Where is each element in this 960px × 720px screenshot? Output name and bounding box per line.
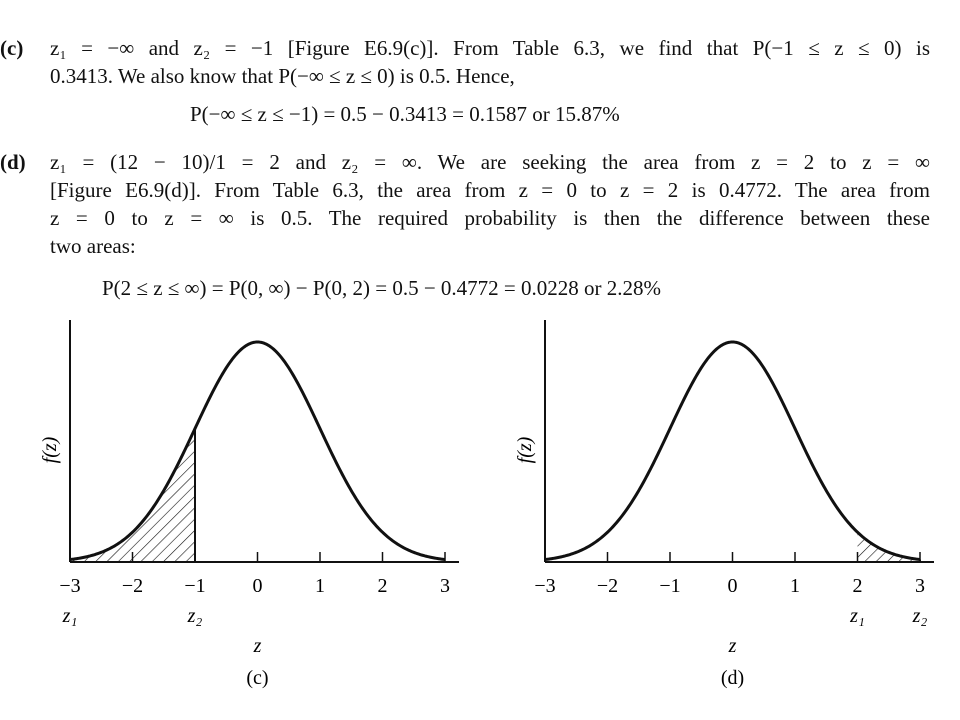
z-bound-label: z₁ <box>62 605 78 627</box>
part-d-label: (d) <box>0 150 26 174</box>
x-tick-label: −1 <box>184 575 206 597</box>
z-bound-label: z₂ <box>187 605 203 627</box>
part-c-paragraph <box>0 34 930 90</box>
x-tick-label: 0 <box>727 575 738 597</box>
part-c-label: (c) <box>0 36 24 60</box>
z-bound-label: z₁ <box>850 605 865 627</box>
figure-c <box>30 310 470 715</box>
x-tick-label: −2 <box>596 575 619 597</box>
part-d-equation: P(2 ≤ z ≤ ∞) = P(0, ∞) − P(0, 2) = 0.5 − 0.4772 = 0.0228 or 2.28% <box>102 276 662 300</box>
x-tick-label: −3 <box>534 575 556 597</box>
x-axis-label: z <box>728 635 737 657</box>
part-d-line-2: [Figure E6.9(d)]. From Table 6.3, the area from z = 0 to z = 2 is 0.4772. The area from <box>50 178 930 202</box>
part-c-line-1: z₁ = −∞ and z₂ = −1 [Figure E6.9(c)]. From Table 6.3, we find that P(−1 ≤ z ≤ 0) is <box>50 36 930 60</box>
y-axis-label: f(z) <box>39 436 61 464</box>
part-d-line-1: z₁ = (12 − 10)/1 = 2 and z₂ = ∞. We are seeking the area from z = 2 to z = ∞ <box>50 150 930 174</box>
figure-caption: (c) <box>246 667 269 689</box>
x-tick-label: 2 <box>377 575 388 597</box>
x-tick-label: 1 <box>315 575 325 597</box>
x-tick-label: 3 <box>440 575 450 597</box>
x-tick-label: 2 <box>852 575 863 597</box>
figure-c-plot <box>30 310 470 715</box>
x-tick-label: −3 <box>59 575 81 597</box>
part-c-line-2: 0.3413. We also know that P(−∞ ≤ z ≤ 0) is 0.5. Hence, <box>50 64 515 88</box>
z-bound-label: z₂ <box>912 605 928 627</box>
x-axis-label: z <box>253 635 262 657</box>
x-tick-label: 1 <box>790 575 800 597</box>
y-axis-label: f(z) <box>514 436 536 464</box>
part-c-equation: P(−∞ ≤ z ≤ −1) = 0.5 − 0.3413 = 0.1587 or 15.87% <box>190 102 620 126</box>
x-tick-label: −1 <box>659 575 681 597</box>
shaded-area <box>70 429 195 562</box>
part-d-line-3: z = 0 to z = ∞ is 0.5. The required probability is then the difference between these <box>50 206 930 230</box>
normal-curve <box>545 342 920 560</box>
x-tick-label: 0 <box>252 575 263 597</box>
x-tick-label: 3 <box>915 575 925 597</box>
x-tick-label: −2 <box>121 575 144 597</box>
figure-d-plot <box>505 310 945 715</box>
figure-caption: (d) <box>720 667 745 689</box>
figure-d <box>505 310 945 715</box>
part-d-line-4: two areas: <box>50 234 136 258</box>
normal-curve <box>70 342 445 560</box>
part-d-paragraph <box>0 148 930 260</box>
